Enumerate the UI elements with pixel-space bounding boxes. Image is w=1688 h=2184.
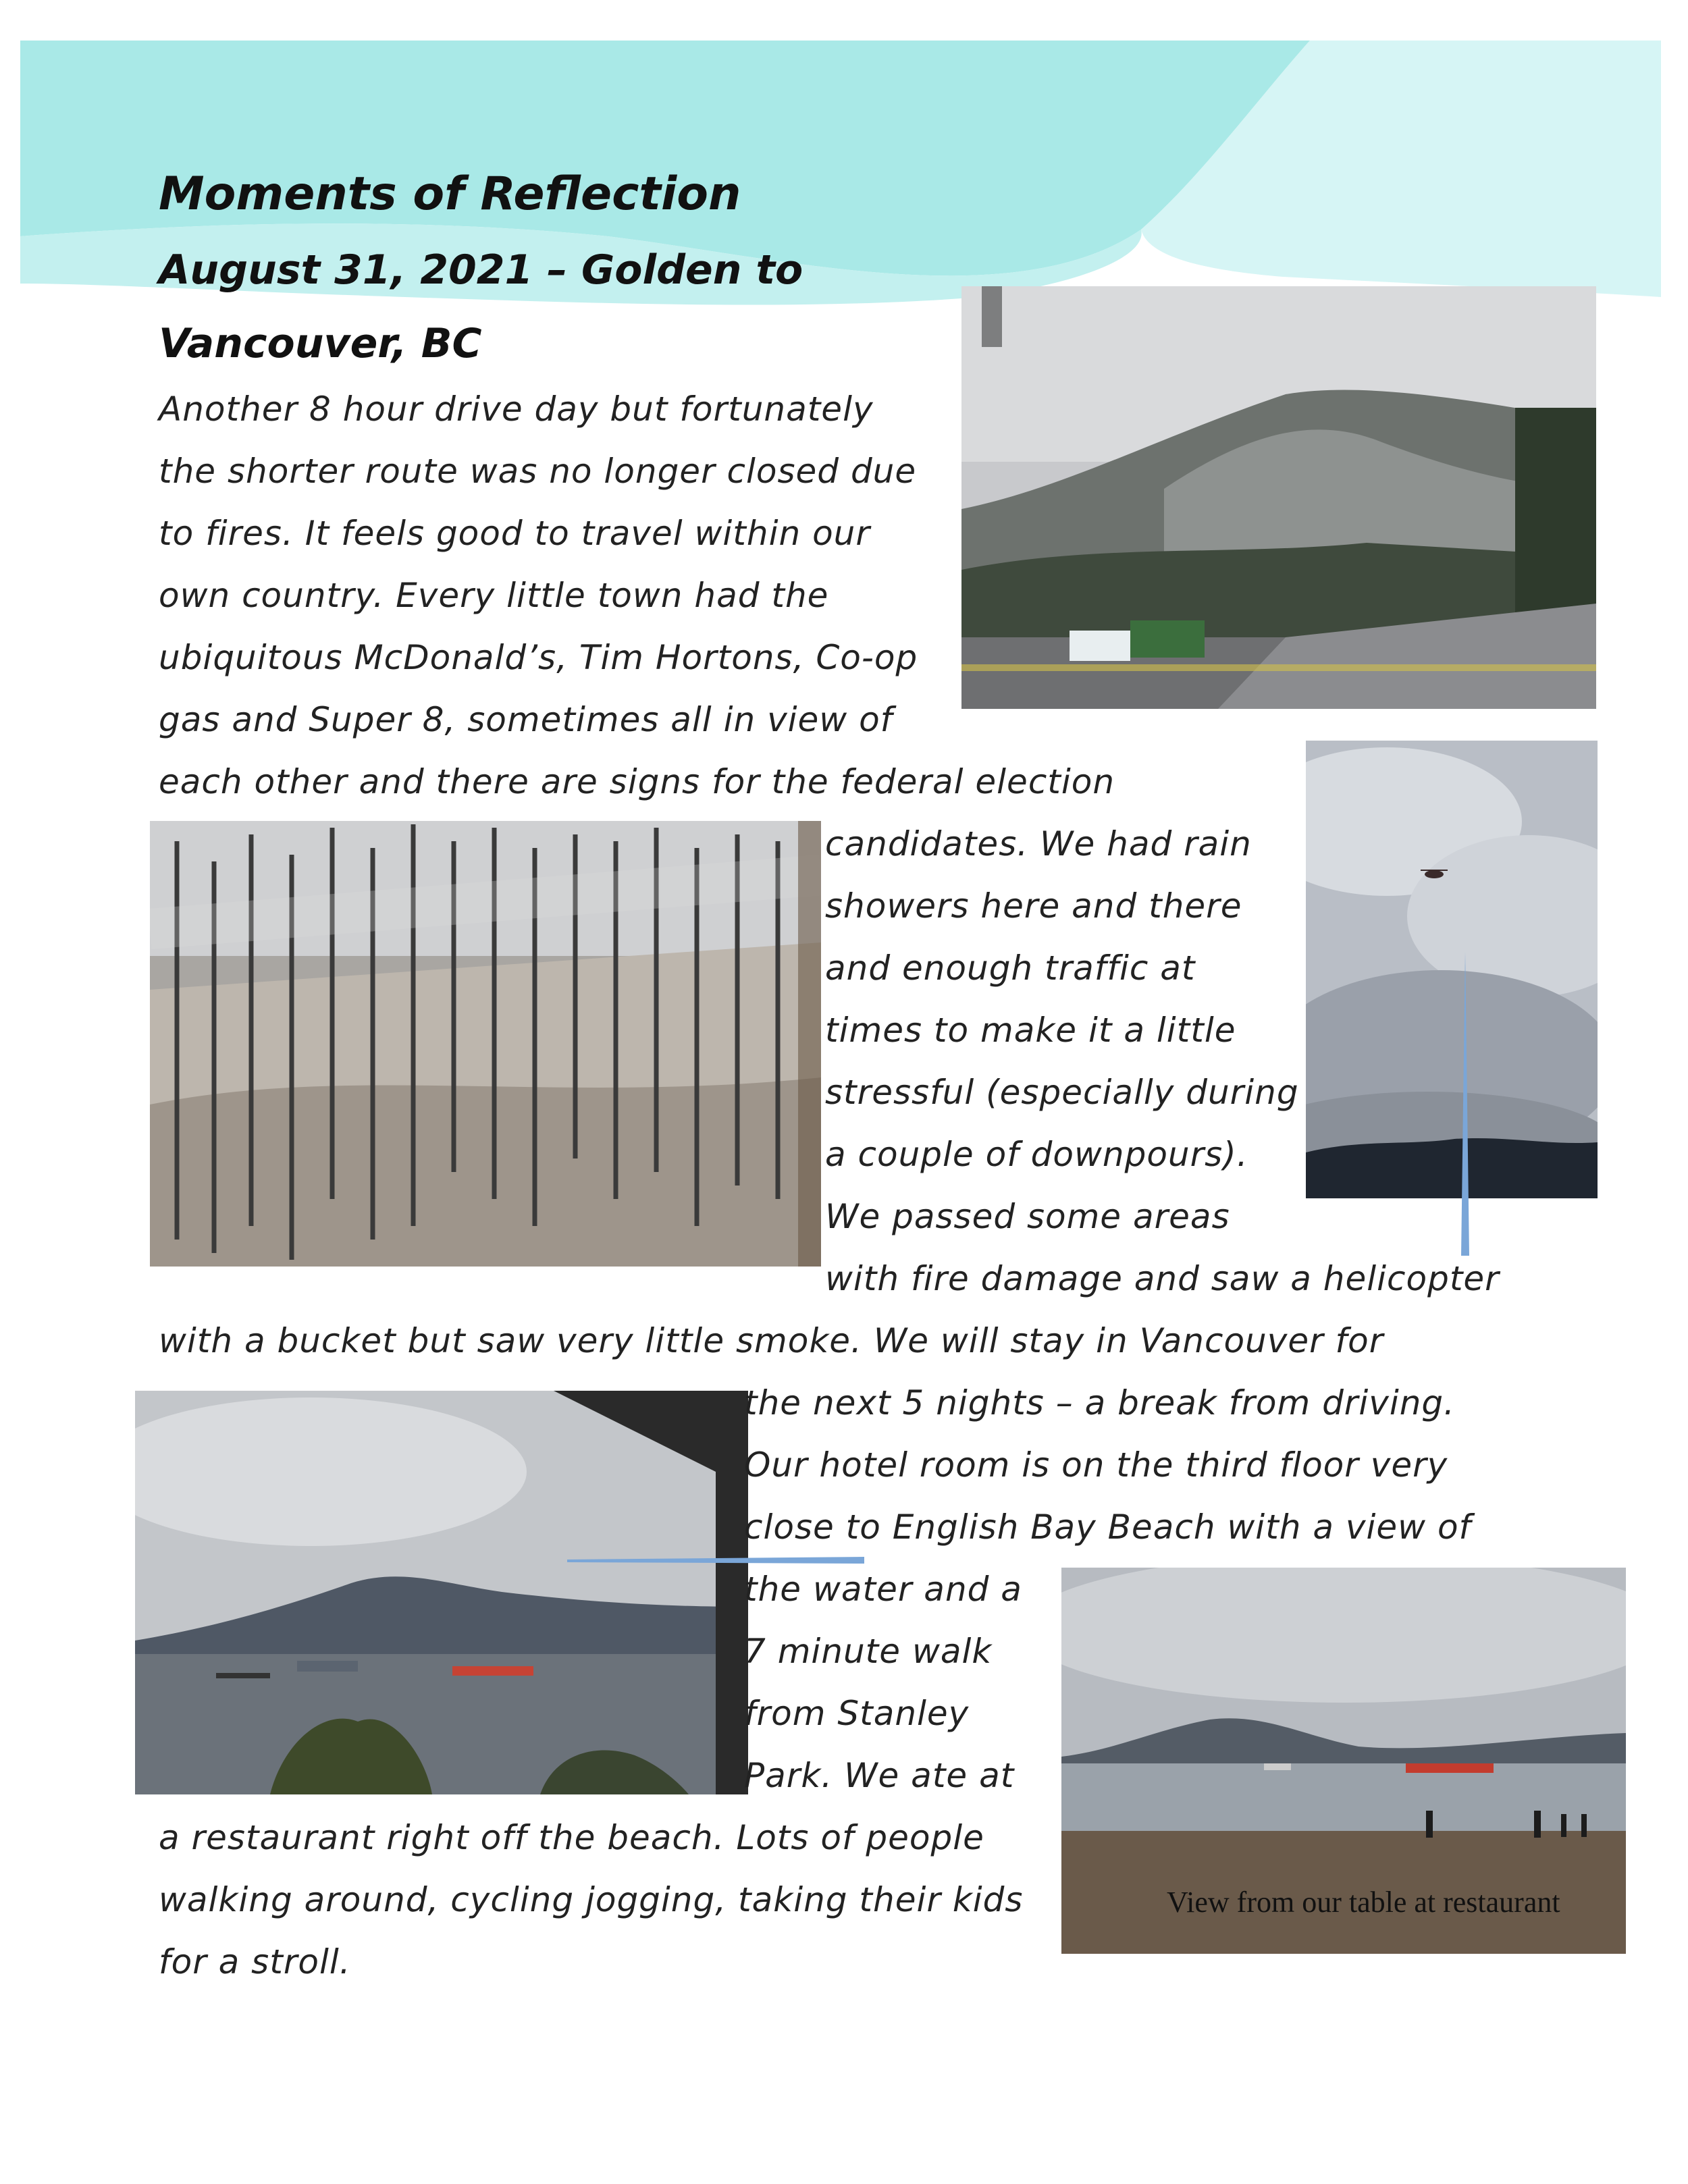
page-title: Moments of Reflection xyxy=(159,167,741,221)
beach-photo-caption: View from our table at restaurant xyxy=(1167,1886,1560,1919)
page-subtitle-line-2: Vancouver, BC xyxy=(159,320,482,367)
helicopter-sky-photo xyxy=(1306,741,1598,1198)
body-line: close to English Bay Beach with a view of xyxy=(744,1508,1472,1547)
body-line: Our hotel room is on the third floor very xyxy=(744,1445,1448,1485)
body-line: a couple of downpours). xyxy=(825,1135,1248,1174)
body-line: a restaurant right off the beach. Lots of people xyxy=(159,1818,984,1857)
body-line: We passed some areas xyxy=(825,1197,1230,1236)
body-line: 7 minute walk xyxy=(744,1632,993,1671)
body-line: and enough traffic at xyxy=(825,949,1196,988)
body-line: stressful (especially during xyxy=(825,1073,1299,1112)
body-line: the next 5 nights – a break from driving. xyxy=(744,1383,1456,1422)
body-line: with fire damage and saw a helicopter xyxy=(825,1259,1500,1298)
body-line: from Stanley xyxy=(744,1694,970,1733)
burned-forest-photo xyxy=(150,821,821,1267)
body-line: own country. Every little town had the xyxy=(159,576,829,615)
body-line: walking around, cycling jogging, taking their kids xyxy=(159,1880,1024,1919)
body-line: Park. We ate at xyxy=(744,1756,1015,1795)
body-line: the shorter route was no longer closed due xyxy=(159,452,917,491)
body-line: to fires. It feels good to travel within our xyxy=(159,514,870,553)
body-line: showers here and there xyxy=(825,886,1242,926)
body-line: with a bucket but saw very little smoke. We will stay in Vancouver for xyxy=(159,1321,1384,1360)
body-line: each other and there are signs for the federal election xyxy=(159,762,1115,801)
blue-vertical-line xyxy=(1458,952,1472,1256)
body-line: for a stroll. xyxy=(159,1942,351,1981)
hotel-window-view-photo xyxy=(135,1391,748,1794)
body-line: gas and Super 8, sometimes all in view of xyxy=(159,700,893,739)
highway-mountain-photo xyxy=(961,286,1596,709)
body-line: ubiquitous McDonald’s, Tim Hortons, Co-op xyxy=(159,638,918,677)
page-subtitle-line-1: August 31, 2021 – Golden to xyxy=(159,246,803,294)
body-line: Another 8 hour drive day but fortunately xyxy=(159,390,874,429)
body-line: candidates. We had rain xyxy=(825,824,1252,863)
body-line: times to make it a little xyxy=(825,1011,1236,1050)
body-line: the water and a xyxy=(744,1570,1022,1609)
